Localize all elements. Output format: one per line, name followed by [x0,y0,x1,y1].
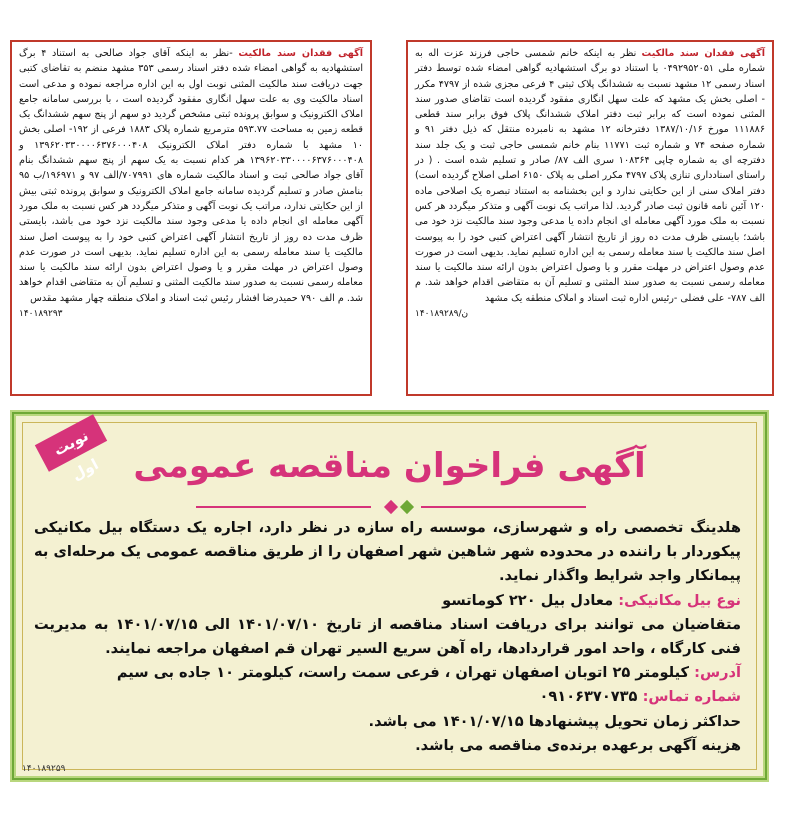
type-value: معادل بیل ۲۲۰ کوماتسو [442,591,619,609]
tender-title: آگهی فراخوان مناقصه عمومی [133,446,646,486]
address-label: آدرس: [694,664,741,682]
notice-code: ۱۴۰۱۸۹۲۸۹/ن [415,309,469,320]
notice-body: -نظر به اینکه آقای جواد صالحی به استناد ۴ برگ استشهادیه به گواهی امضاء شده دفتر اسناد رسمی ۳۵۳ مشهد منضم به تقاضای کتبی جهت دریافت سند مالکیت المثنی نوبت اول به این اداره مراجعه نموده و مدعی است اسناد مالکیت وی به علت سهل انگاری مفقود گردیده است ، با بررسی سامانه جامع املاک الکترونیک و سوابق پرونده ثبتی مشخص گردید دو سهم از پنج سهم ششدانگ یک قطعه زمین به مساحت ۵۹۳.۷۷ مترمربع شماره پلاک ۱۸۸۳ فرعی از ۱۹۲- اصلی بخش ۱۰ مشهد با شماره دفتر املاک الکترونیک ۱۳۹۶۲۰۳۳۰۰۰۰۶۳۷۶۰۰۰۴۰۸ و ۱۳۹۶۲۰۳۳۰۰۰۰۶۳۷۶۰۰۰۴۰۸ هر کدام نسبت به یک سهم از پنج سهم ششدانگ بنام آقای جواد صالحی ثبت و اسناد مالکیت شماره های ۷۰۷۹۹۱/الف ۹۷ و ۱۹۶۹۷۱/ب ۹۵ بنامش صادر و تسلیم گردیده سامانه جامع املاک الکترونیک و سوابق پرونده ثبتی بیش از این حکایتی ندارد، مراتب یک نوبت آگهی و متذکر میگردد هر کس نسبت به ملک مورد آگهی معامله ای انجام داده یا مدعی وجود سند مالکیت نزد خود می باشد، بایستی ظرف مدت ده روز از تاریخ انتشار آگهی اعتراض کتبی خود را به پیوست اصل سند مالکیت یا سند معامله رسمی به این اداره تسلیم نماید. بدیهی است در صورت عدم وصول اعتراض در مهلت مقرر و یا وصول اعتراض بدون ارائه سند مالکیت یا سند معامله رسمی نسبت به صدور سند مالکیت المثنی و تسلیم آن به متقاضی اقدام خواهد شد. م الف ۷۹۰ حمیدرضا افشار رئیس ثبت اسناد و املاک منطقه چهار مشهد مقدس [19,48,363,304]
deadline: حداکثر زمان تحویل پیشنهادها ۱۴۰۱/۰۷/۱۵ می باشد. [368,712,741,730]
phone [34,685,741,709]
ornament-line [421,506,586,508]
notice-title: آگهی فقدان سند مالکیت [641,48,765,59]
address-value: کیلومتر ۲۵ اتوبان اصفهان تهران ، فرعی سمت راست، کیلومتر ۱۰ جاده بی سیم [116,664,695,682]
ornament-line [196,506,371,508]
tender-intro: هلدینگ تخصصی راه و شهرسازی، موسسه راه سازه در نظر دارد، اجاره یک دستگاه بیل مکانیکی پیکوردار با راننده در محدوده شهر شاهین شهر اصفهان را از طریق مناقصه عمومی یک مرحله‌ای به پیمانکار واجد شرایط واگذار نماید. [34,519,741,585]
notice-title: آگهی فقدان سند مالکیت [238,48,363,59]
ad-cost-note: هزینه آگهی برعهده برنده‌ی مناقصه می باشد. [415,736,741,754]
lost-deed-notice-left [10,40,372,396]
notice-code: ۱۴۰۱۸۹۲۹۳ [19,309,63,320]
tender-notice [10,410,769,782]
notice-body: نظر به اینکه خانم شمسی حاجی فرزند عزت اله به شماره ملی ۰۴۹۲۹۵۲۰۵۱ با استناد دو برگ استشهادیه گواهی امضاء شده توسط دفتر اسناد رسمی ۱۲ مشهد نسبت به ششدانگ پلاک ثبتی ۴ فرعی مجزی شده از ۴۷۹۷ مکرر - اصلی بخش یک مشهد که علت سهل انگاری مفقود گردیده است تقاضای صدور سند المثنی نموده است که برابر ثبت دفتر املاک ششدانگ پلاک فوق برابر سند قطعی ۱۱۱۸۸۶ مورخ ۱۳۸۷/۱۰/۱۶ دفترخانه ۱۲ مشهد به نامبرده منتقل که ذیل دفتر ۹۱ و شماره صفحه ۷۴ و شماره ثبت ۱۱۷۷۱ بنام خانم شمسی حاجی ثبت و یک جلد سند دفترچه ای به شماره چاپی ۱۰۸۳۶۴ سری الف ۸۷/ صادر و تسلیم شده است . ( در راستای اسنادداری تنازی پلاک ۴۷۹۷ مکرر اصلی به پلاک ۶۱۵۰ اصلی اصلاح گردیده است) دفتر املاک سنی از این حکایتی ندارد و این بخشنامه به استناد تبصره یک اصلاحی ماده ۱۲۰ آئین نامه قانون ثبت صادر گردید. لذا مراتب یک نوبت آگهی و متذکر میگردد هر کس نسبت به ملک مورد آگهی معامله ای انجام داده یا مدعی وجود سند مالکیت نزد خود می باشد؛ بایستی ظرف مدت ده روز از تاریخ انتشار آگهی اعتراض کتبی خود را به پیوست اصل سند مالکیت یا سند معامله رسمی به این اداره تسلیم نماید. بدیهی است در صورت عدم وصول اعتراض در مهلت مقرر و یا وصول اعتراض بدون ارائه سند مالکیت یا سند معامله رسمی نسبت به صدور سند المثنی و تسلیم آن به متقاضی اقدام خواهد شد. م الف ۷۸۷- علی فضلی -رئیس اداره ثبت اسناد و املاک منطقه یک مشهد [415,48,766,304]
phone-label: شماره تماس: [642,688,741,706]
tender-body [34,516,741,758]
excavator-type [34,589,741,613]
address [34,661,741,685]
tender-code: ۱۴۰۱۸۹۲۵۹ [22,764,66,774]
type-label: نوع بیل مکانیکی: [618,591,741,609]
applicants-info: متقاضیان می توانند برای دریافت اسناد مناقصه از تاریخ ۱۴۰۱/۰۷/۱۰ الی ۱۴۰۱/۰۷/۱۵ به مدیریت فنی کارگاه ، واحد امور قراردادها، راه آهن سریع السیر تهران قم اصفهان مراجعه نمایند. [34,615,741,658]
ornament-diamond [384,500,398,514]
first-round-badge: نوبت اول [35,414,107,471]
lost-deed-notice-right [406,40,774,396]
title-ornament [196,502,586,512]
ornament-diamond [400,500,414,514]
phone-value: ۰۹۱۰۶۳۷۰۷۳۵ [539,688,643,706]
